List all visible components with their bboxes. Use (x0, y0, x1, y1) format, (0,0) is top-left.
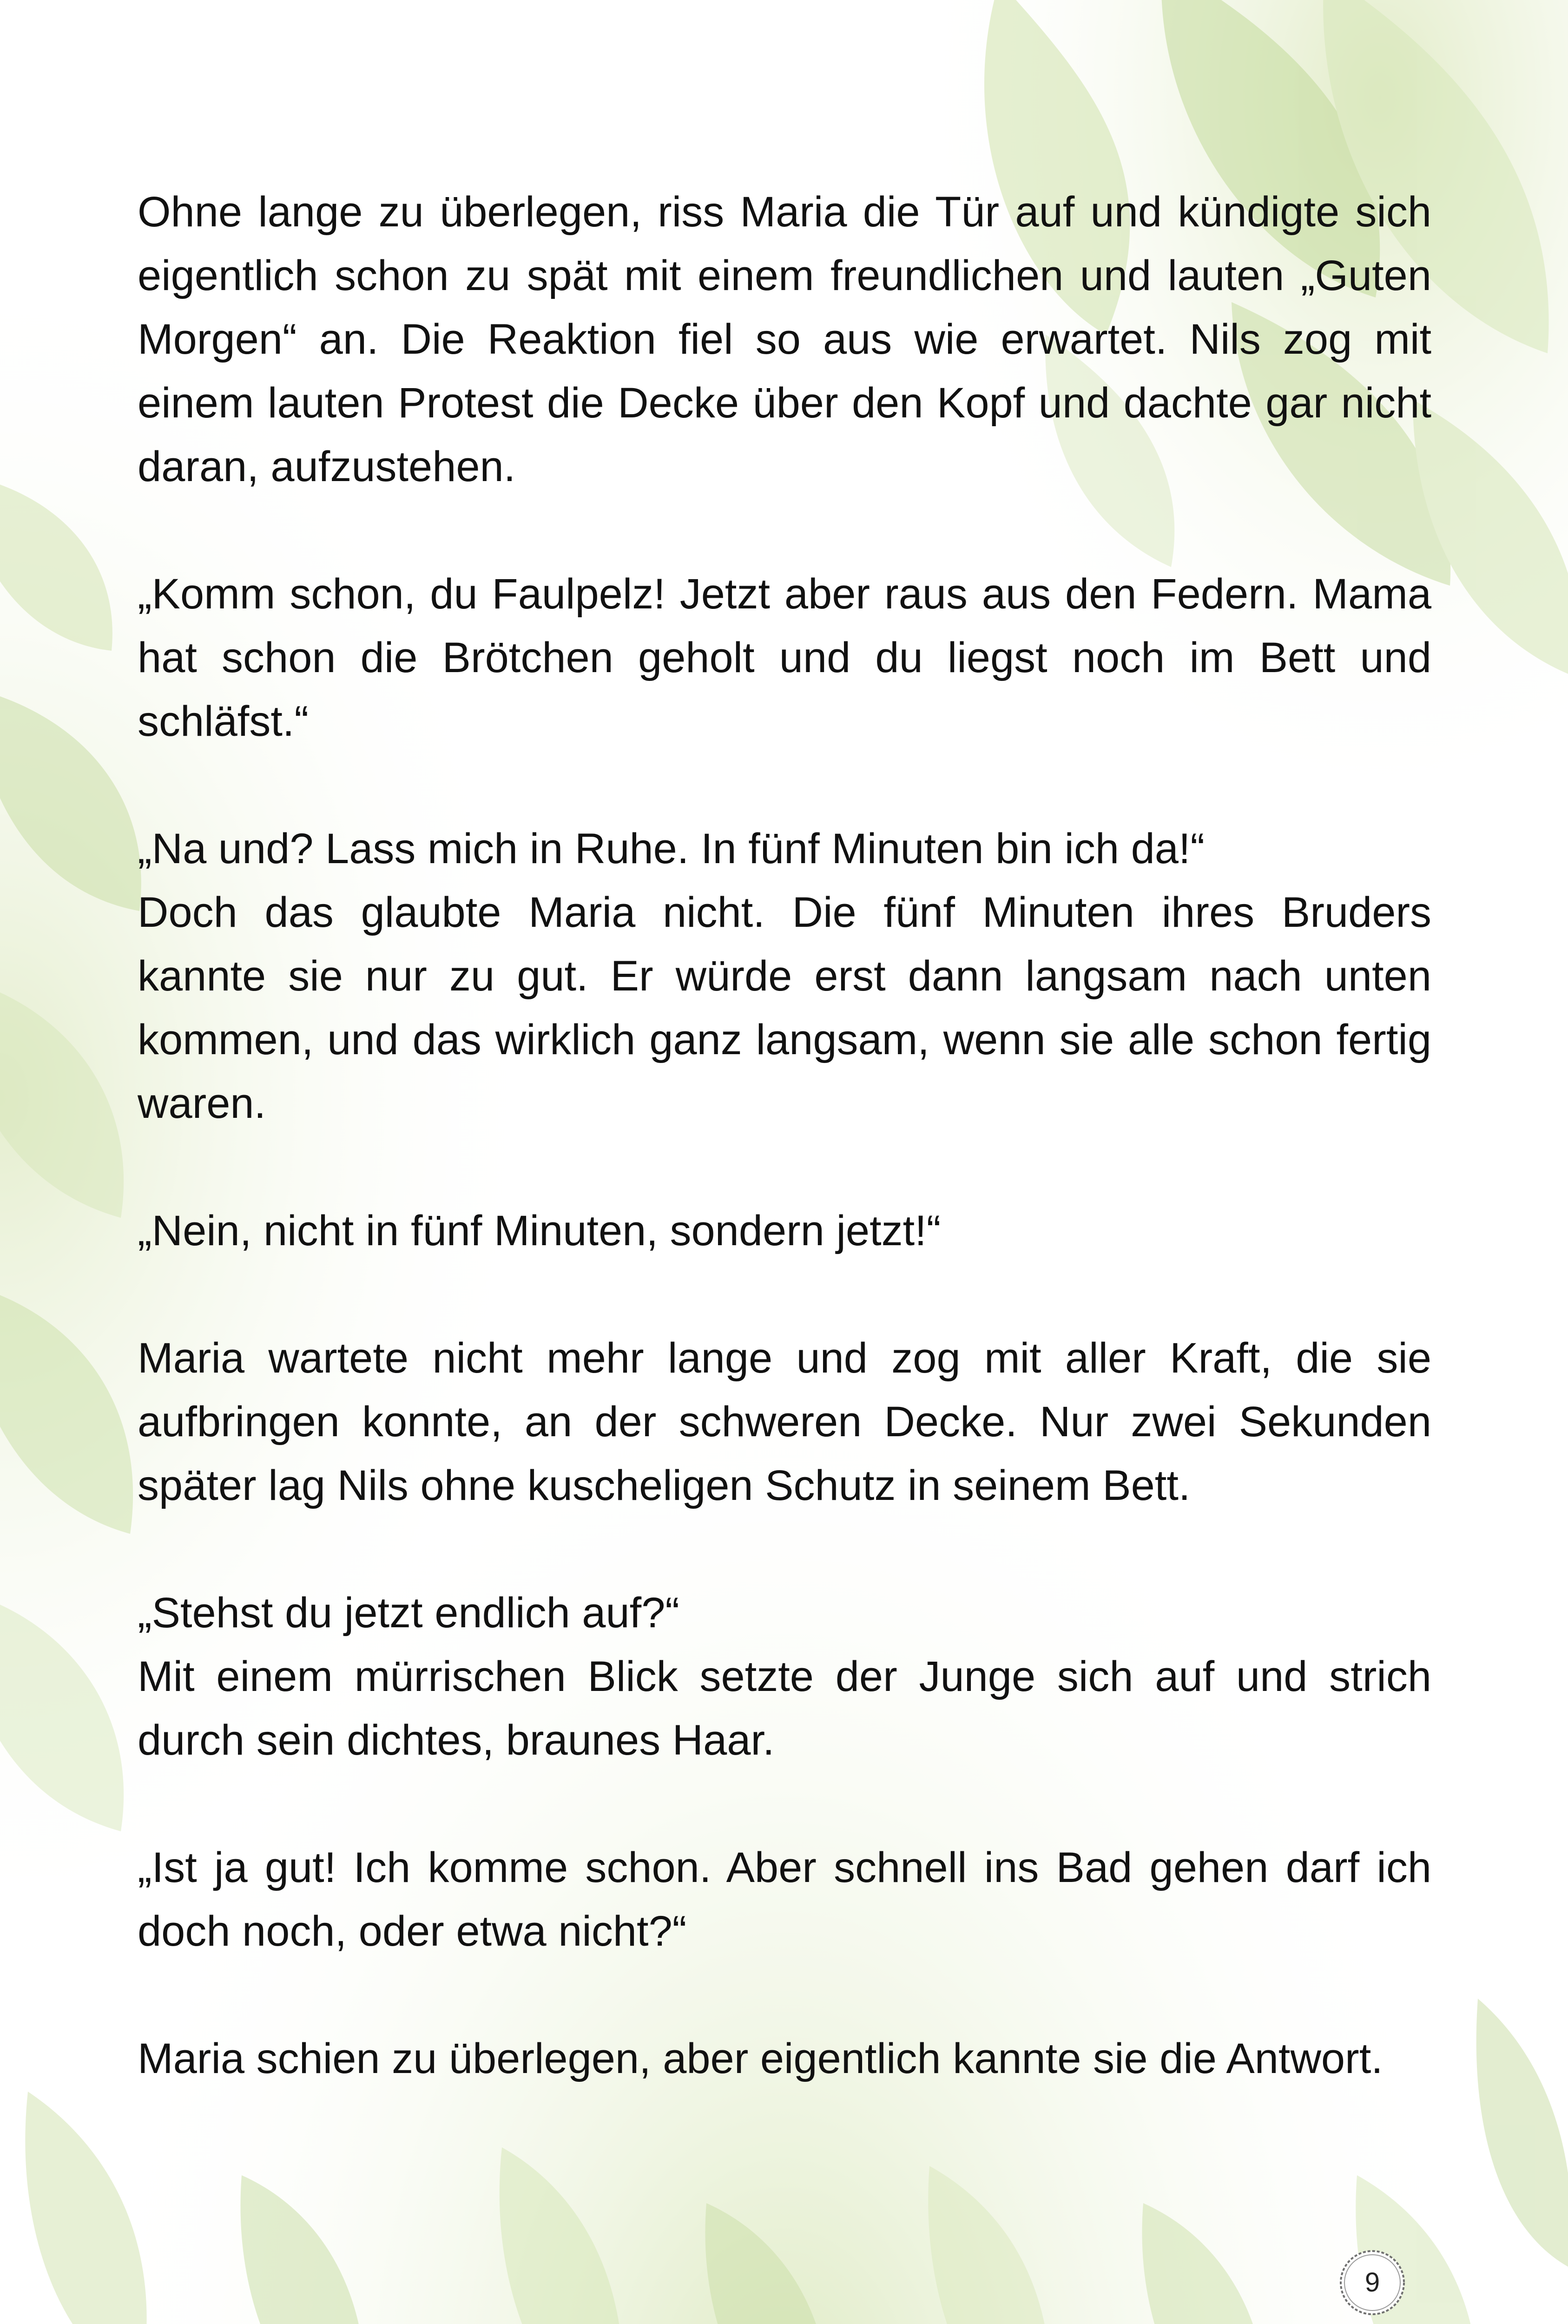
paragraph: Mit einem mürrischen Blick setzte der Junge sich auf und strich durch sein dichtes, braunes Haar. (138, 1653, 1431, 1764)
paragraph: „Ist ja gut! Ich komme schon. Aber schnell ins Bad gehen darf ich doch noch, oder etwa nicht?“ (138, 1844, 1431, 1955)
page-number-badge (1337, 2248, 1407, 2317)
paragraph: Doch das glaubte Maria nicht. Die fünf Minuten ihres Bruders kannte sie nur zu gut. Er würde erst dann langsam nach unten kommen, und das wirklich ganz langsam, wenn sie alle schon fertig waren. (138, 889, 1431, 1127)
paragraph: „Stehst du jetzt endlich auf?“ (138, 1589, 679, 1637)
paragraph: „Komm schon, du Faulpelz! Jetzt aber raus aus den Federn. Mama hat schon die Brötchen geholt und du liegst noch im Bett und schläfst.“ (138, 570, 1431, 745)
chapter-text (138, 180, 1431, 2091)
paragraph: Ohne lange zu überlegen, riss Maria die Tür auf und kündigte sich eigentlich schon zu spät mit einem freundlichen und lauten „Guten Morgen“ an. Die Reaktion fiel so aus wie erwartet. Nils zog mit einem lauten Protest die Decke über den Kopf und dachte gar nicht daran, aufzustehen. (138, 188, 1431, 490)
paragraph: Maria wartete nicht mehr lange und zog mit aller Kraft, die sie aufbringen konnte, an der schweren Decke. Nur zwei Sekunden später lag Nils ohne kuscheligen Schutz in seinem Bett. (138, 1334, 1431, 1509)
page-number: 9 (1364, 2267, 1380, 2298)
paragraph: Maria schien zu überlegen, aber eigentlich kannte sie die Antwort. (138, 2035, 1383, 2082)
paragraph: „Na und? Lass mich in Ruhe. In fünf Minuten bin ich da!“ (138, 825, 1205, 872)
paragraph: „Nein, nicht in fünf Minuten, sondern jetzt!“ (138, 1207, 941, 1254)
